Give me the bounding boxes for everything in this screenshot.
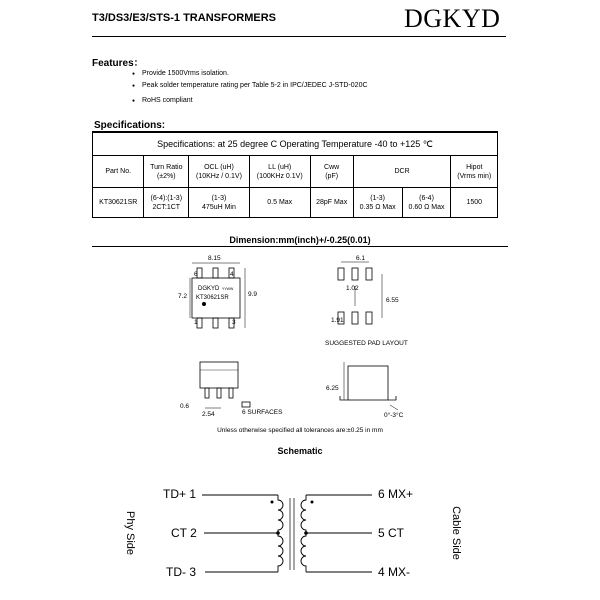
pin-lead bbox=[213, 268, 218, 278]
pad-layout-caption: SUGGESTED PAD LAYOUT bbox=[325, 340, 408, 347]
pad bbox=[366, 312, 372, 324]
end-view-body bbox=[348, 366, 388, 400]
pin-label-1: 1 bbox=[194, 319, 198, 326]
dim-height-right: 9.9 bbox=[248, 291, 258, 298]
col-turns: Turn Ratio (±2%) bbox=[144, 156, 189, 188]
pin-td-plus: TD+ 1 bbox=[163, 487, 197, 501]
dim-side-surfaces: 6 SURFACES bbox=[242, 409, 283, 416]
dimension-title: Dimension:mm(inch)+/-0.25(0.01) bbox=[229, 235, 371, 245]
secondary-coil bbox=[301, 495, 306, 533]
cell-part: KT30621SR bbox=[93, 188, 144, 218]
cell-ocl: (1-3) 475uH Min bbox=[189, 188, 250, 218]
polarity-dot bbox=[271, 501, 274, 504]
table-header-row bbox=[93, 156, 498, 188]
pin-mx-minus: 4 MX- bbox=[378, 565, 411, 579]
pin-label-4: 4 bbox=[230, 271, 234, 278]
dim-pad-gap: 1.02 bbox=[346, 285, 359, 292]
schematic-title: Schematic bbox=[277, 446, 323, 456]
brand-logo: DGKYD bbox=[404, 4, 501, 33]
cable-side-label: Cable Side bbox=[450, 506, 462, 560]
body-marking-brand: DGKYD bbox=[198, 286, 220, 292]
header-divider bbox=[92, 36, 506, 37]
col-ll: LL (uH) (100KHz 0.1V) bbox=[249, 156, 310, 188]
pad bbox=[352, 268, 358, 280]
body-marking-part: KT30621SR bbox=[196, 295, 229, 301]
cell-ll: 0.5 Max bbox=[249, 188, 310, 218]
specifications-heading: Specifications: bbox=[94, 120, 166, 131]
pin-label-6: 6 bbox=[194, 271, 198, 278]
cell-dcr-b: (6-4) 0.60 Ω Max bbox=[402, 188, 451, 218]
col-part: Part No. bbox=[93, 156, 144, 188]
cell-dcr-a: (1-3) 0.35 Ω Max bbox=[353, 188, 402, 218]
pad bbox=[338, 268, 344, 280]
col-dcr: DCR bbox=[353, 156, 451, 188]
junction-dot bbox=[304, 531, 308, 535]
primary-coil bbox=[278, 533, 283, 572]
dimension-drawings bbox=[0, 250, 600, 430]
junction-dot bbox=[276, 531, 280, 535]
polarity-dot bbox=[311, 501, 314, 504]
col-hipot: Hipot (Vrms min) bbox=[451, 156, 498, 188]
pin-td-minus: TD- 3 bbox=[166, 565, 196, 579]
side-view-body bbox=[200, 362, 238, 388]
pin-mx-plus: 6 MX+ bbox=[378, 487, 414, 501]
features-heading: Features： bbox=[92, 58, 144, 69]
dim-side-06: 0.6 bbox=[180, 403, 190, 410]
dim-pad-span: 6.55 bbox=[386, 297, 399, 304]
tolerance-note: Unless otherwise specified all tolerances are:±0.25 in mm bbox=[217, 427, 383, 434]
body-marking-date: YYWW bbox=[222, 287, 234, 291]
pin-lead bbox=[197, 268, 202, 278]
secondary-coil bbox=[301, 533, 306, 572]
dim-side-254: 2.54 bbox=[202, 411, 215, 418]
dim-side-angle: 0°-3°C bbox=[384, 412, 404, 419]
feature-item: ● Provide 1500Vrms isolation. bbox=[142, 70, 229, 77]
schematic-drawing bbox=[0, 478, 600, 588]
pin1-dot bbox=[202, 302, 205, 305]
pin-lead bbox=[213, 318, 218, 328]
feature-item: ● RoHS compliant bbox=[142, 97, 193, 104]
dim-pad-size: 1.91 bbox=[331, 317, 344, 324]
pin-ct-5: 5 CT bbox=[378, 526, 405, 540]
cell-cww: 28pF Max bbox=[310, 188, 353, 218]
pin-lead bbox=[205, 388, 209, 398]
cell-turns: (6-4):(1-3) 2CT:1CT bbox=[144, 188, 189, 218]
pin-label-3: 3 bbox=[232, 319, 236, 326]
dim-side-625: 6.25 bbox=[326, 385, 339, 392]
col-cww: Cww (pF) bbox=[310, 156, 353, 188]
spec-conditions: Specifications: at 25 degree C Operating Temperature -40 to +125 ℃ bbox=[93, 133, 498, 156]
dim-height-left: 7.2 bbox=[178, 293, 188, 300]
spec-table bbox=[92, 132, 498, 218]
surface-box bbox=[242, 402, 250, 407]
dim-pad-width: 6.1 bbox=[356, 255, 366, 262]
pin-ct-2: CT 2 bbox=[171, 526, 197, 540]
document-title: T3/DS3/E3/STS-1 TRANSFORMERS bbox=[92, 12, 276, 24]
pin-lead bbox=[229, 388, 233, 398]
pad bbox=[352, 312, 358, 324]
table-row bbox=[93, 188, 498, 218]
pin-lead bbox=[217, 388, 221, 398]
cell-hipot: 1500 bbox=[451, 188, 498, 218]
primary-coil bbox=[278, 495, 283, 533]
feature-item: ● Peak solder temperature rating per Table 5-2 in IPC/JEDEC J-STD-020C bbox=[142, 82, 368, 89]
dimension-divider bbox=[92, 246, 508, 247]
dim-top-width: 8.15 bbox=[208, 255, 221, 262]
col-ocl: OCL (uH) (10KHz / 0.1V) bbox=[189, 156, 250, 188]
phy-side-label: Phy Side bbox=[124, 510, 136, 556]
pad bbox=[366, 268, 372, 280]
pin-lead bbox=[197, 318, 202, 328]
